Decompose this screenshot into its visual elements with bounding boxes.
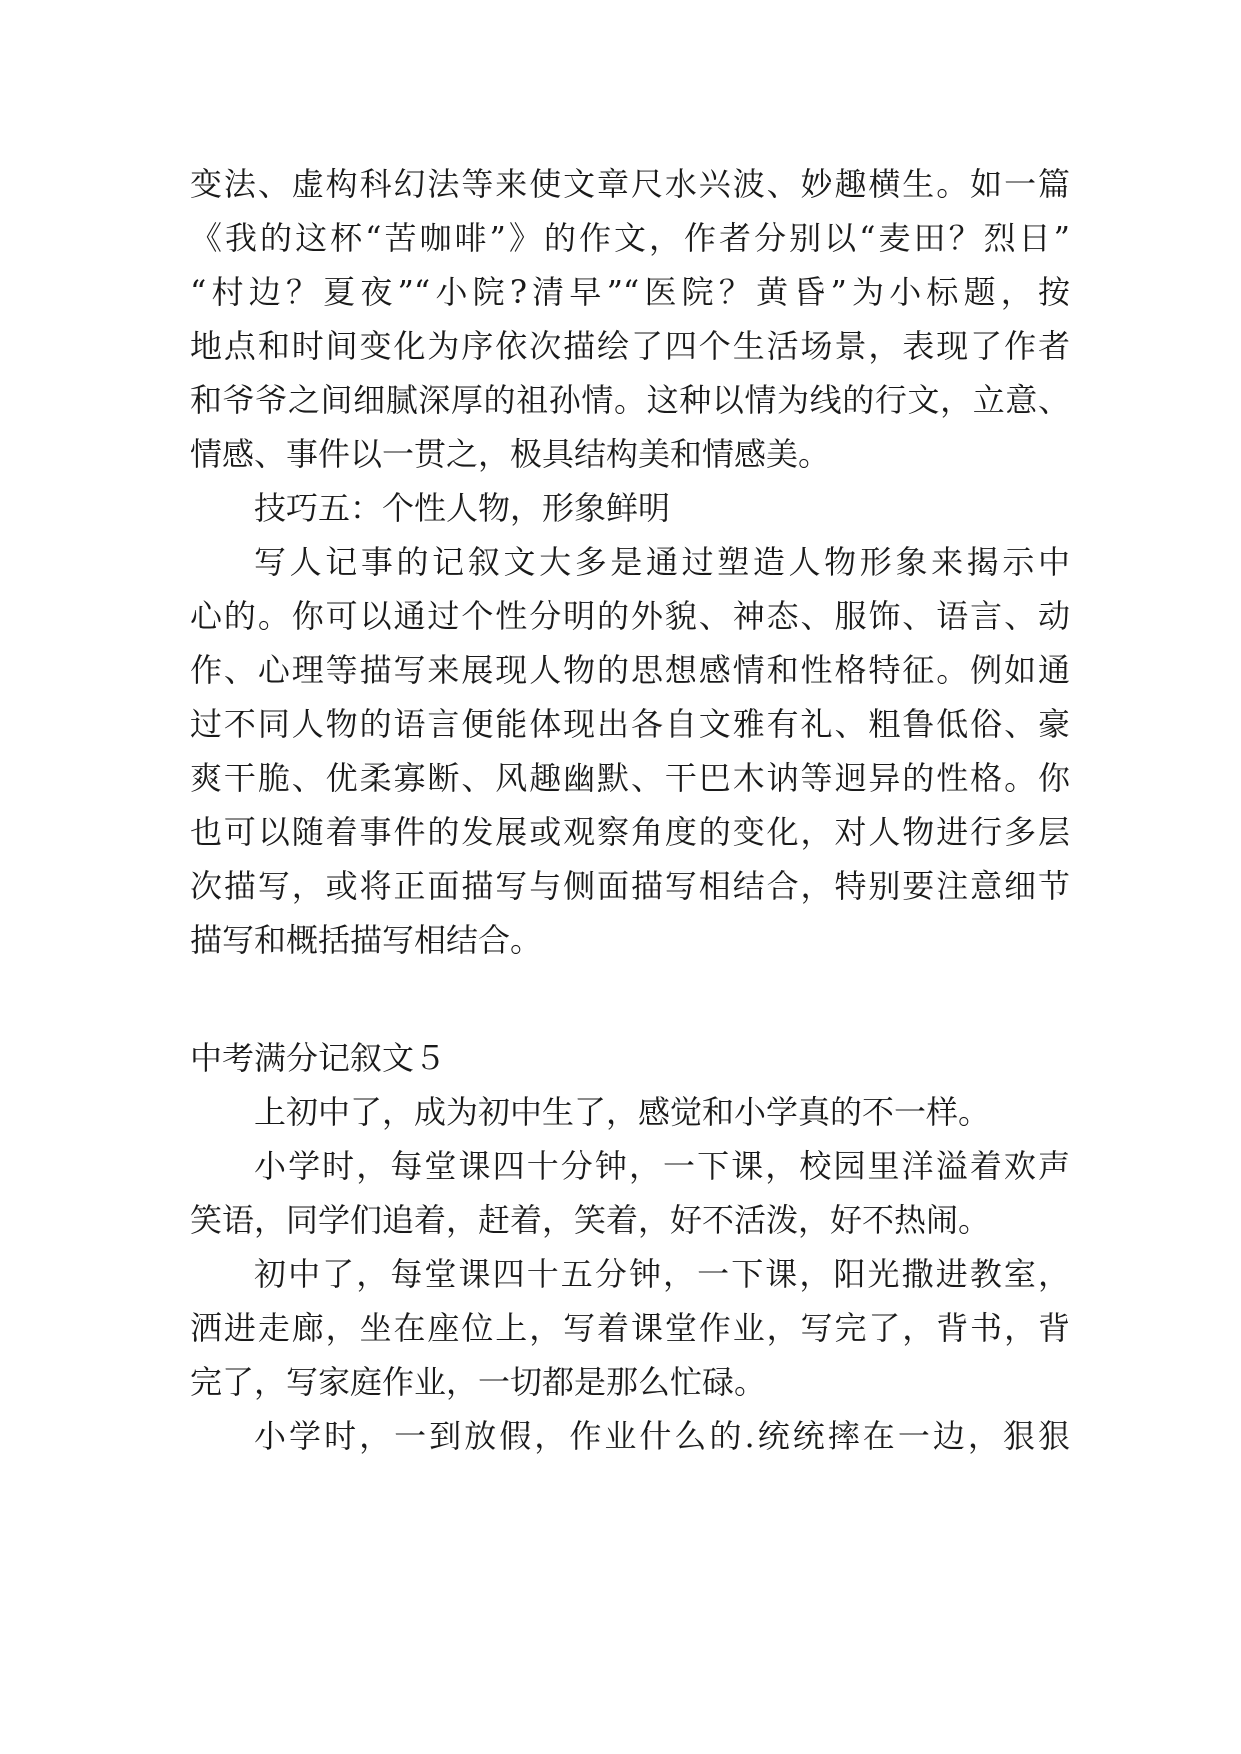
text-line: 变法、虚构科幻法等来使文章尺水兴波、妙趣横生。如一篇 <box>190 165 1070 203</box>
text-line: 爽干脆、优柔寡断、风趣幽默、干巴木讷等迥异的性格。你 <box>190 759 1070 797</box>
article-title: 中考满分记叙文５ <box>190 1039 447 1077</box>
text-line: 过不同人物的语言便能体现出各自文雅有礼、粗鲁低俗、豪 <box>190 705 1070 743</box>
text-line: 描写和概括描写相结合。 <box>190 921 543 959</box>
text-line: 情感、事件以一贯之，极具结构美和情感美。 <box>190 435 831 473</box>
text-line: 完了，写家庭作业，一切都是那么忙碌。 <box>190 1363 767 1401</box>
section-heading: 技巧五：个性人物，形象鲜明 <box>254 489 671 527</box>
text-line: 写人记事的记叙文大多是通过塑造人物形象来揭示中 <box>254 543 1070 581</box>
text-line: 笑语，同学们追着，赶着，笑着，好不活泼，好不热闹。 <box>190 1201 991 1239</box>
text-line: 小学时，一到放假，作业什么的.统统摔在一边，狠狠 <box>254 1417 1070 1455</box>
text-line: 次描写，或将正面描写与侧面描写相结合，特别要注意细节 <box>190 867 1070 905</box>
text-line: 上初中了，成为初中生了，感觉和小学真的不一样。 <box>254 1093 991 1131</box>
text-line: “村边？夏夜”“小院?清早”“医院？黄昏”为小标题，按 <box>190 273 1070 311</box>
text-line: 作、心理等描写来展现人物的思想感情和性格特征。例如通 <box>190 651 1070 689</box>
text-line: 洒进走廊，坐在座位上，写着课堂作业，写完了，背书，背 <box>190 1309 1070 1347</box>
text-line: 小学时，每堂课四十分钟，一下课，校园里洋溢着欢声 <box>254 1147 1070 1185</box>
text-line: 《我的这杯“苦咖啡”》的作文，作者分别以“麦田？烈日” <box>190 219 1070 257</box>
text-line: 初中了，每堂课四十五分钟，一下课，阳光撒进教室， <box>254 1255 1070 1293</box>
text-line: 和爷爷之间细腻深厚的祖孙情。这种以情为线的行文，立意、 <box>190 381 1070 419</box>
text-line: 地点和时间变化为序依次描绘了四个生活场景，表现了作者 <box>190 327 1070 365</box>
text-line: 也可以随着事件的发展或观察角度的变化，对人物进行多层 <box>190 813 1070 851</box>
text-line: 心的。你可以通过个性分明的外貌、神态、服饰、语言、动 <box>190 597 1070 635</box>
